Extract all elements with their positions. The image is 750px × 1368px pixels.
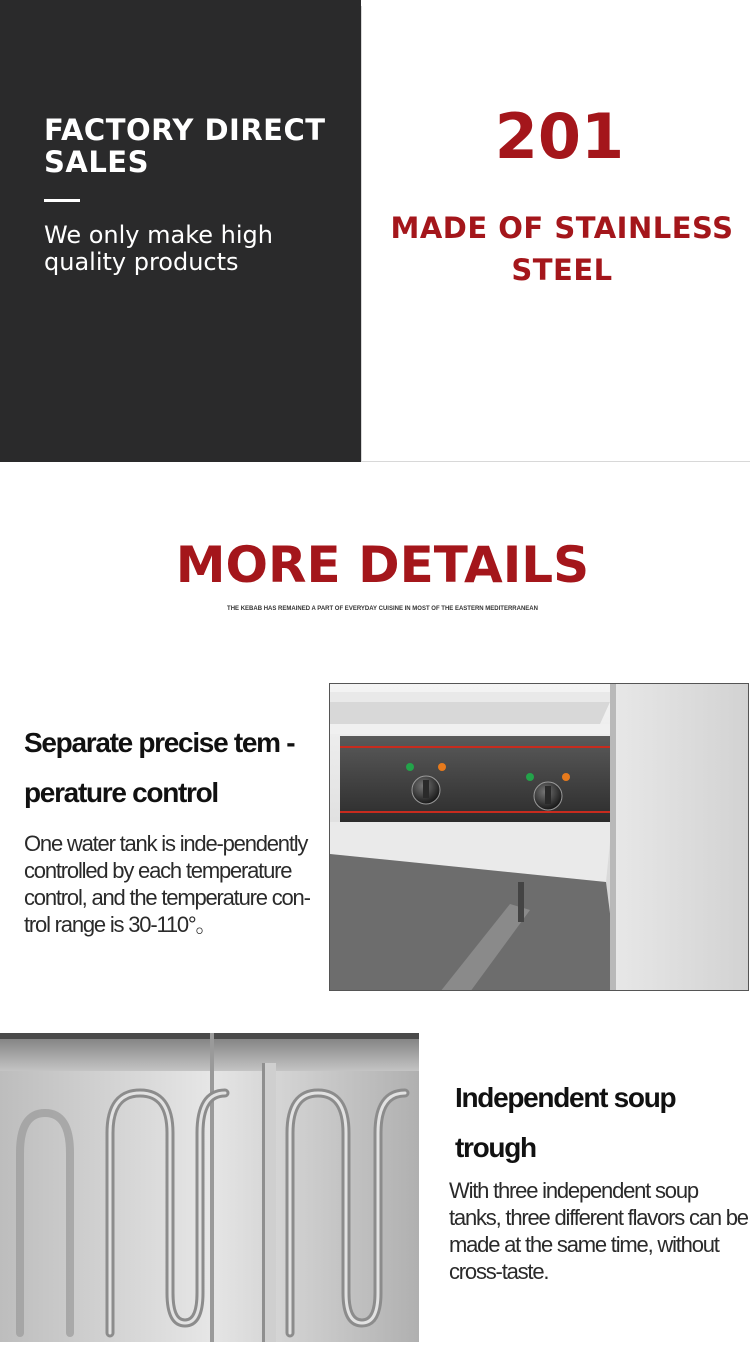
control-panel-photo — [329, 683, 749, 991]
feature-soup-trough-description: With three independent soup tanks, three different flavors can be made at the same time, without cross-taste. — [449, 1178, 748, 1284]
title-divider — [44, 199, 80, 202]
dark-banner-panel — [0, 0, 361, 462]
material-label: MADE OF STAINLESS STEEL — [390, 211, 734, 287]
more-details-heading: MORE DETAILS — [175, 536, 590, 594]
heating-element-photo — [0, 1033, 419, 1342]
factory-direct-title: FACTORY DIRECT SALES — [44, 113, 326, 179]
feature-temperature-title: Separate precise tem -perature control — [24, 727, 295, 808]
quality-subtitle: We only make high quality products — [44, 221, 273, 276]
steel-grade-number: 201 — [494, 100, 625, 173]
more-details-subtitle: THE KEBAB HAS REMAINED A PART OF EVERYDAY CUISINE IN MOST OF THE EASTERN MEDITERRANEAN — [227, 606, 538, 612]
feature-soup-trough-title: Independent soup trough — [455, 1082, 676, 1163]
feature-temperature-description: One water tank is inde-pendently controlled by each temperature control, and the temperature con-trol range is 30-110°。 — [24, 831, 310, 937]
